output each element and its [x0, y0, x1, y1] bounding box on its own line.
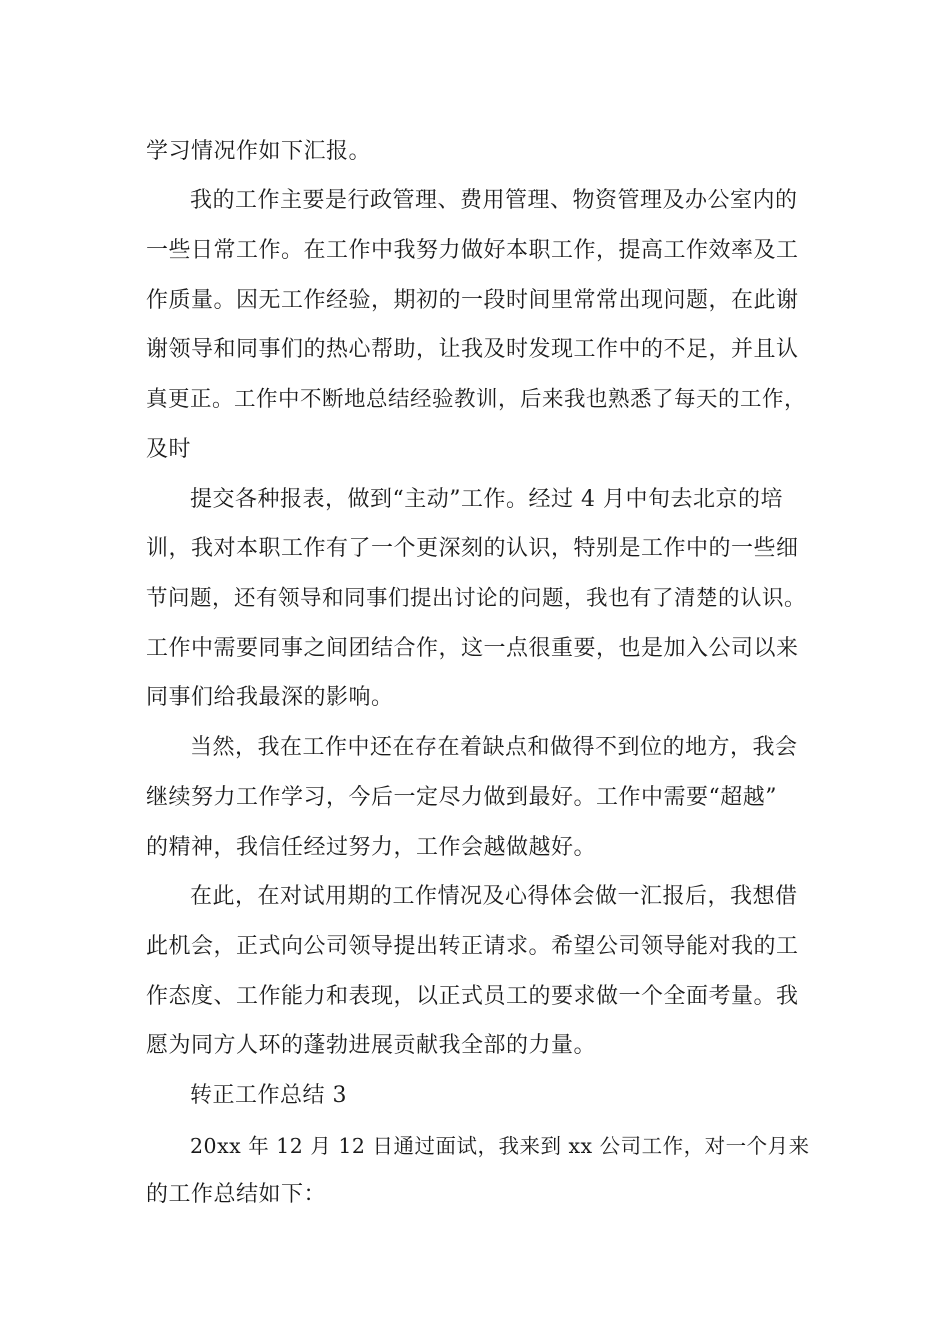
text-line: 当然，我在工作中还在存在着缺点和做得不到位的地方，我会 — [190, 735, 798, 760]
text-line: 愿为同方人环的蓬勃进展贡献我全部的力量。 — [146, 1033, 597, 1058]
text-line: 的工作总结如下： — [146, 1182, 327, 1207]
text-line: 真更正。工作中不断地总结经验教训，后来我也熟悉了每天的工作， — [146, 387, 807, 412]
text-line: 我的工作主要是行政管理、费用管理、物资管理及办公室内的 — [190, 188, 798, 213]
text-line: 学习情况作如下汇报。 — [146, 139, 372, 164]
text-line: 作质量。因无工作经验，期初的一段时间里常常出现问题，在此谢 — [146, 288, 799, 313]
text-line: 作态度、工作能力和表现，以正式员工的要求做一个全面考量。我 — [146, 984, 799, 1009]
text-line: 在此，在对试用期的工作情况及心得体会做一汇报后，我想借 — [190, 884, 798, 909]
text-line: 20xx 年 12 月 12 日通过面试，我来到 xx 公司工作，对一个月来 — [190, 1134, 810, 1158]
text-line: 及时 — [146, 437, 192, 462]
text-line: 此机会，正式向公司领导提出转正请求。希望公司领导能对我的工 — [146, 934, 799, 959]
text-line: 一些日常工作。在工作中我努力做好本职工作，提高工作效率及工 — [146, 238, 799, 263]
text-line: 同事们给我最深的影响。 — [146, 685, 394, 710]
text-line: 继续努力工作学习，今后一定尽力做到最好。工作中需要“超越” — [146, 785, 777, 810]
section-heading: 转正工作总结 3 — [190, 1083, 347, 1108]
text-line: 提交各种报表，做到“主动”工作。经过 4 月中旬去北京的培 — [190, 487, 783, 512]
text-line: 工作中需要同事之间团结合作，这一点很重要，也是加入公司以来 — [146, 636, 799, 661]
text-line: 节问题，还有领导和同事们提出讨论的问题，我也有了清楚的认识。 — [146, 586, 807, 611]
text-line: 的精神，我信任经过努力，工作会越做越好。 — [146, 835, 597, 860]
text-line: 谢领导和同事们的热心帮助，让我及时发现工作中的不足，并且认 — [146, 337, 799, 362]
text-line: 训，我对本职工作有了一个更深刻的认识，特别是工作中的一些细 — [146, 536, 799, 561]
